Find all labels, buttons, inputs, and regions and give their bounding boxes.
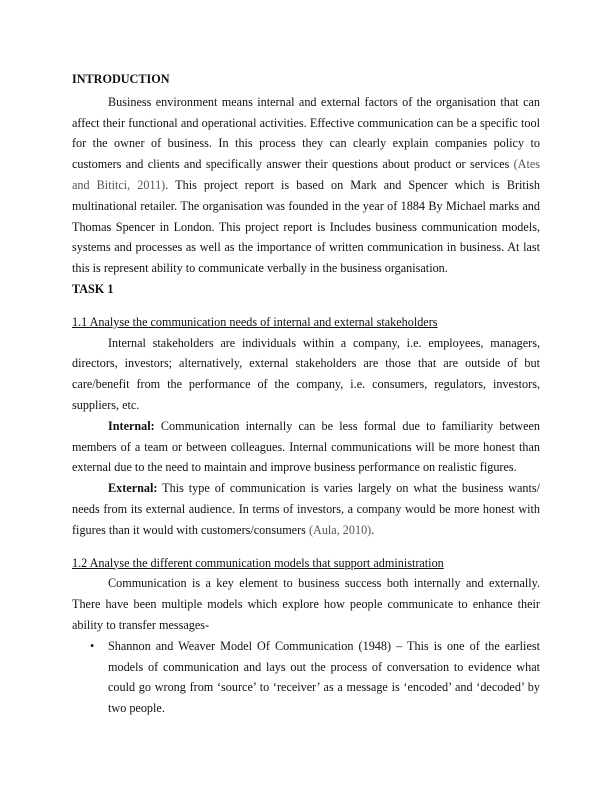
- intro-text-a: Business environment means internal and external factors of the organisation that can affect their functional and operational activities. Effective communication can be a specific tool for the owner of business. In this process they can clearly explain companies policy to customers and clients and specifically answer their questions about product or services: [72, 94, 540, 172]
- stakeholders-paragraph: Internal stakeholders are individuals within a company, i.e. employees, managers, directors, investors; alternatively, external stakeholders are those that are outside of but care/benefit from the performance of the company, i.e. consumers, regulators, investors, suppliers, etc.: [72, 335, 540, 412]
- models-list: [72, 636, 540, 719]
- document-body: [72, 69, 540, 719]
- internal-text: Communication internally can be less formal due to familiarity between members of a team or between colleagues. Internal communications will be more honest than external due to the need to maintain and improve business performance on realistic figures.: [72, 418, 540, 475]
- section-1-1-title: 1.1 Analyse the communication needs of internal and external stakeholders: [72, 314, 438, 329]
- external-label: External:: [108, 481, 158, 496]
- intro-text-b: . This project report is based on Mark and Spencer which is British multinational retailer. The organisation was founded in the year of 1884 By Michael marks and Thomas Spencer in London. This project report is Includes business communication models, systems and processes as well as the importance of written communication in business. At last this is represent ability to communicate verbally in the business organisation.: [72, 177, 541, 276]
- list-item-text: Shannon and Weaver Model Of Communication (1948) – This is one of the earliest models of communication and lays out the process of conversation to evidence what could go wrong from ‘source’ to ‘receiver’ as a message is ‘encoded’ and ‘decoded’ by two people.: [108, 638, 540, 716]
- list-item: [72, 636, 540, 719]
- external-paragraph: [72, 478, 540, 540]
- external-end: .: [371, 522, 375, 537]
- introduction-paragraph: [72, 92, 540, 279]
- section-1-2-title: 1.2 Analyse the different communication models that support administration: [72, 555, 444, 570]
- task1-heading: TASK 1: [72, 281, 114, 296]
- internal-paragraph: [72, 416, 540, 478]
- citation-ates-bititci: (Ates and Bititci, 2011): [72, 157, 540, 192]
- external-text: This type of communication is varies largely on what the business wants/ needs from its external audience. In terms of investors, a company would be more honest with figures than it would with customers/consumers: [72, 481, 540, 537]
- internal-label: Internal:: [108, 418, 155, 433]
- citation-aula: (Aula, 2010): [308, 522, 372, 537]
- bullet-icon: •: [90, 638, 95, 653]
- introduction-heading: INTRODUCTION: [72, 72, 170, 86]
- models-paragraph: Communication is a key element to business success both internally and externally. There have been multiple models which explore how people communicate to enhance their ability to transfer messages-: [72, 576, 540, 632]
